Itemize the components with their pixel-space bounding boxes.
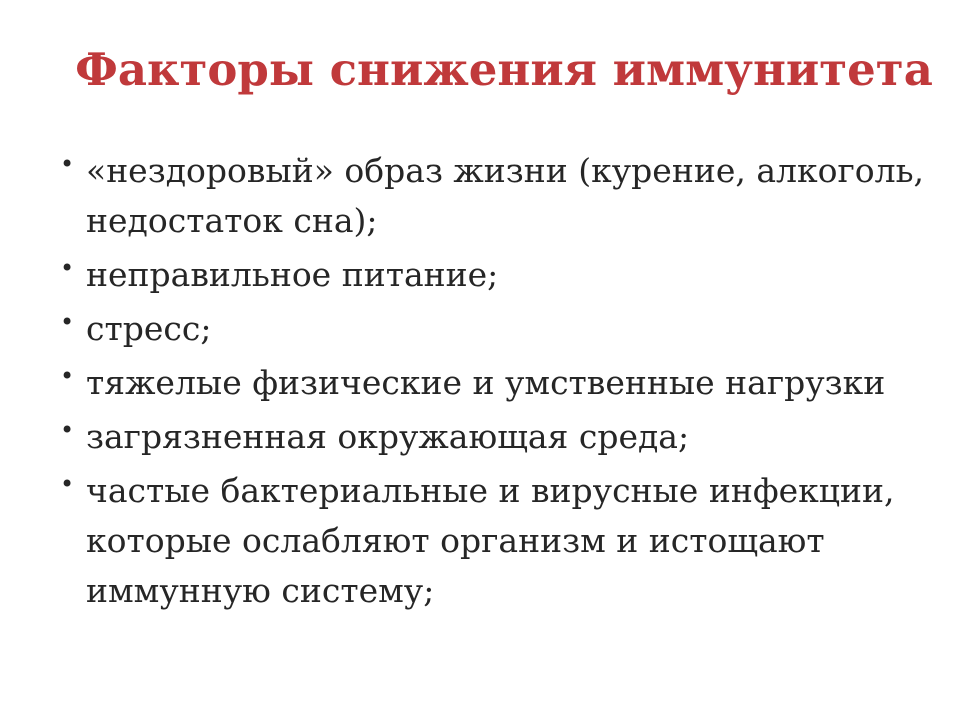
list-item: [58, 412, 938, 462]
bullet-text: стресс;: [86, 309, 212, 348]
bullet-dot-icon: •: [60, 362, 75, 390]
bullet-text: загрязненная окружающая среда;: [86, 417, 690, 456]
bullet-dot-icon: •: [60, 416, 75, 444]
bullet-text: частые бактериальные и вирусные инфекции, которые ослабляют организм и истощают иммунную систему;: [86, 471, 895, 610]
bullet-dot-icon: •: [60, 470, 75, 498]
list-item: [58, 466, 938, 616]
bullet-text: «нездоровый» образ жизни (курение, алкоголь, недостаток сна);: [86, 151, 925, 240]
slide-title: Факторы снижения иммунитета: [75, 43, 933, 96]
bullet-text: тяжелые физические и умственные нагрузки: [86, 363, 886, 402]
bullet-dot-icon: •: [60, 254, 75, 282]
bullet-text: неправильное питание;: [86, 255, 499, 294]
bullet-list: [58, 146, 938, 620]
bullet-dot-icon: •: [60, 308, 75, 336]
list-item: [58, 250, 938, 300]
bullet-dot-icon: •: [60, 150, 75, 178]
list-item: [58, 304, 938, 354]
list-item: [58, 358, 938, 408]
list-item: [58, 146, 938, 246]
